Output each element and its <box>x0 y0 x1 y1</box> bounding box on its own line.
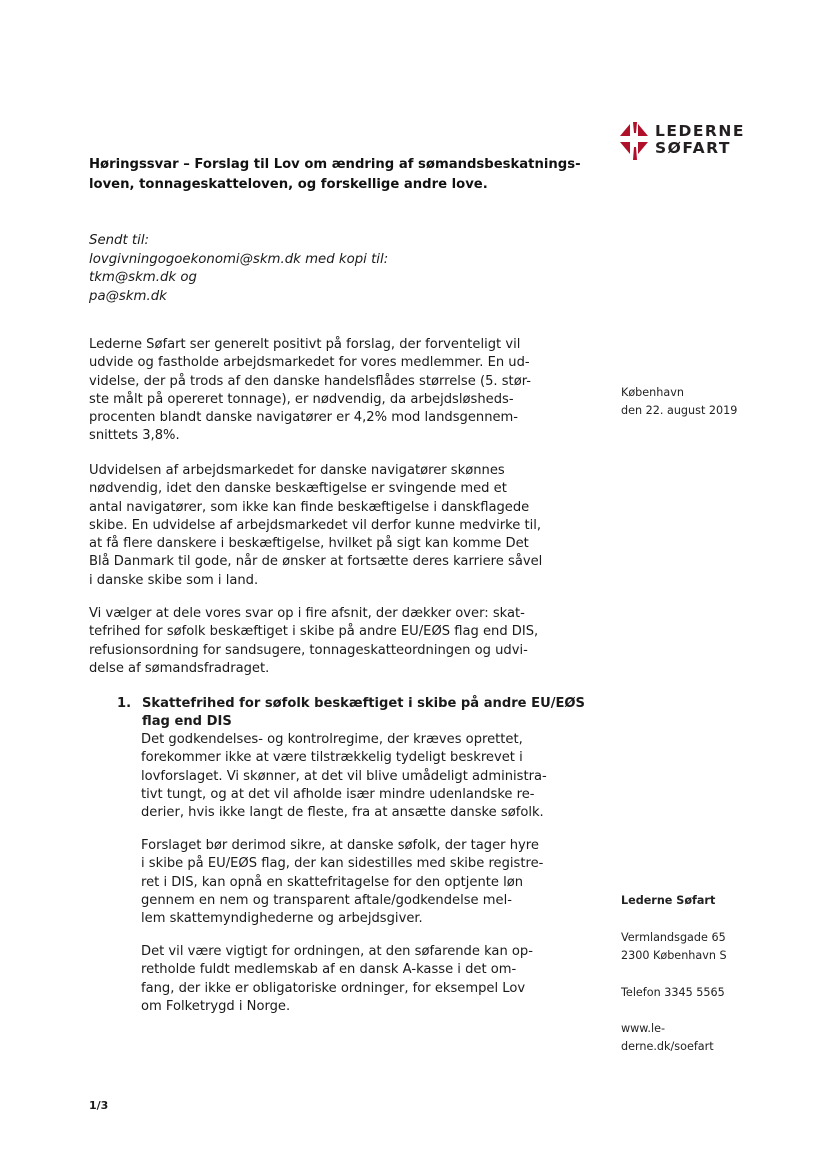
paragraph-line: delse af sømandsfradraget. <box>89 660 270 676</box>
heading-line: Skattefrihed for søfolk beskæftiget i skibe på andre EU/EØS <box>142 696 585 711</box>
title-line: loven, tonnageskatteloven, og forskellige andre love. <box>89 177 488 192</box>
paragraph-line: tivt tungt, og at det vil afholde især mindre udenlandske re- <box>141 786 535 802</box>
paragraph-line: Vi vælger at dele vores svar op i fire afsnit, der dækker over: skat- <box>89 606 525 621</box>
paragraph-line: procenten blandt danske navigatører er 4,2% mod landsgennem- <box>89 410 519 426</box>
paragraph-line: i skibe på EU/EØS flag, der kan sidestilles med skibe registre- <box>141 856 544 872</box>
body-paragraph <box>89 462 565 590</box>
sender-name: Lederne Søfart <box>621 894 716 907</box>
recipient-line: lovgivningogoekonomi@skm.dk med kopi til: <box>89 251 389 267</box>
paragraph-line: i danske skibe som i land. <box>89 572 259 588</box>
recipient-line: tkm@skm.dk og <box>89 270 197 286</box>
website-block <box>621 1020 714 1056</box>
section-number: 1. <box>117 696 132 711</box>
logo-text-line2: SØFART <box>655 139 731 157</box>
paragraph-line: Det vil være vigtigt for ordningen, at den søfarende kan op- <box>141 944 533 959</box>
paragraph-line: snittets 3,8%. <box>89 428 180 444</box>
sent-to-label: Sendt til: <box>89 233 150 248</box>
body-paragraph <box>89 336 565 446</box>
paragraph-line: skibe. En udvidelse af arbejdsmarkedet vil derfor kunne medvirke til, <box>89 517 542 533</box>
section-paragraph <box>141 943 565 1016</box>
paragraph-line: ret i DIS, kan opnå en skattefritagelse for den optjente løn <box>141 874 524 890</box>
paragraph-line: lem skattemyndighederne og arbejdsgiver. <box>141 911 423 927</box>
section-paragraph <box>141 837 565 928</box>
paragraph-line: derier, hvis ikke langt de fleste, fra at ansætte danske søfolk. <box>141 805 544 821</box>
paragraph-line: Blå Danmark til gode, når de ønsker at fortsætte deres karriere såvel <box>89 554 543 570</box>
paragraph-line: at få flere danskere i beskæftigelse, hvilket på sigt kan komme Det <box>89 536 529 552</box>
paragraph-line: refusionsordning for sandsugere, tonnageskatteordningen og udvi- <box>89 642 528 658</box>
recipient-line: pa@skm.dk <box>89 288 167 304</box>
address-street: Vermlandsgade 65 <box>621 931 726 944</box>
paragraph-line: gennem en nem og transparent aftale/godkendelse mel- <box>141 892 512 908</box>
recipients-block <box>89 232 489 306</box>
paragraph-line: antal navigatører, som ikke kan finde beskæftigelse i danskflagede <box>89 499 530 515</box>
paragraph-line: om Folketrygd i Norge. <box>141 998 291 1014</box>
title-line: Høringssvar – Forslag til Lov om ændring af sømandsbeskatnings- <box>89 157 581 172</box>
paragraph-line: lovforslaget. Vi skønner, at det vil blive umådeligt administra- <box>141 768 547 784</box>
logo-text-line1: LEDERNE <box>655 122 745 140</box>
paragraph-line: videlse, der på trods af den danske handelsflådes størrelse (5. stør- <box>89 373 531 389</box>
paragraph-line: Lederne Søfart ser generelt positivt på forslag, der forventeligt vil <box>89 337 521 352</box>
paragraph-line: fang, der ikke er obligatoriske ordninger, for eksempel Lov <box>141 980 526 996</box>
city: København <box>621 386 684 399</box>
section-heading-text <box>142 695 585 732</box>
paragraph-line: retholde fuldt medlemskab af en dansk A-kasse i det om- <box>141 962 517 978</box>
paragraph-line: udvide og fastholde arbejdsmarkedet for vores medlemmer. En ud- <box>89 355 530 371</box>
phone: Telefon 3345 5565 <box>621 986 725 999</box>
heading-line: flag end DIS <box>142 714 232 730</box>
section-paragraph <box>141 731 565 822</box>
body-paragraph <box>89 605 565 678</box>
address-block <box>621 929 727 965</box>
address-city: 2300 København S <box>621 949 727 962</box>
paragraph-line: Det godkendelses- og kontrolregime, der kræves oprettet, <box>141 732 523 747</box>
place-date-block <box>621 384 737 420</box>
website-line: derne.dk/soefart <box>621 1040 714 1053</box>
paragraph-line: ste målt på opereret tonnage), er nødvendig, da arbejdsløsheds- <box>89 391 514 407</box>
paragraph-line: Udvidelsen af arbejdsmarkedet for danske navigatører skønnes <box>89 463 505 478</box>
date: den 22. august 2019 <box>621 404 738 417</box>
page-number: 1/3 <box>89 1099 109 1112</box>
paragraph-line: tefrihed for søfolk beskæftiget i skibe på andre EU/EØS flag end DIS, <box>89 624 539 640</box>
paragraph-line: Forslaget bør derimod sikre, at danske søfolk, der tager hyre <box>141 838 539 853</box>
logo-mark-icon <box>616 120 652 162</box>
paragraph-line: forekommer ikke at være tilstrækkelig tydeligt beskrevet i <box>141 750 523 766</box>
paragraph-line: nødvendig, idet den danske beskæftigelse er svingende med et <box>89 481 507 497</box>
company-logo <box>616 120 786 164</box>
website-line: www.le- <box>621 1022 666 1035</box>
document-title <box>89 155 579 195</box>
